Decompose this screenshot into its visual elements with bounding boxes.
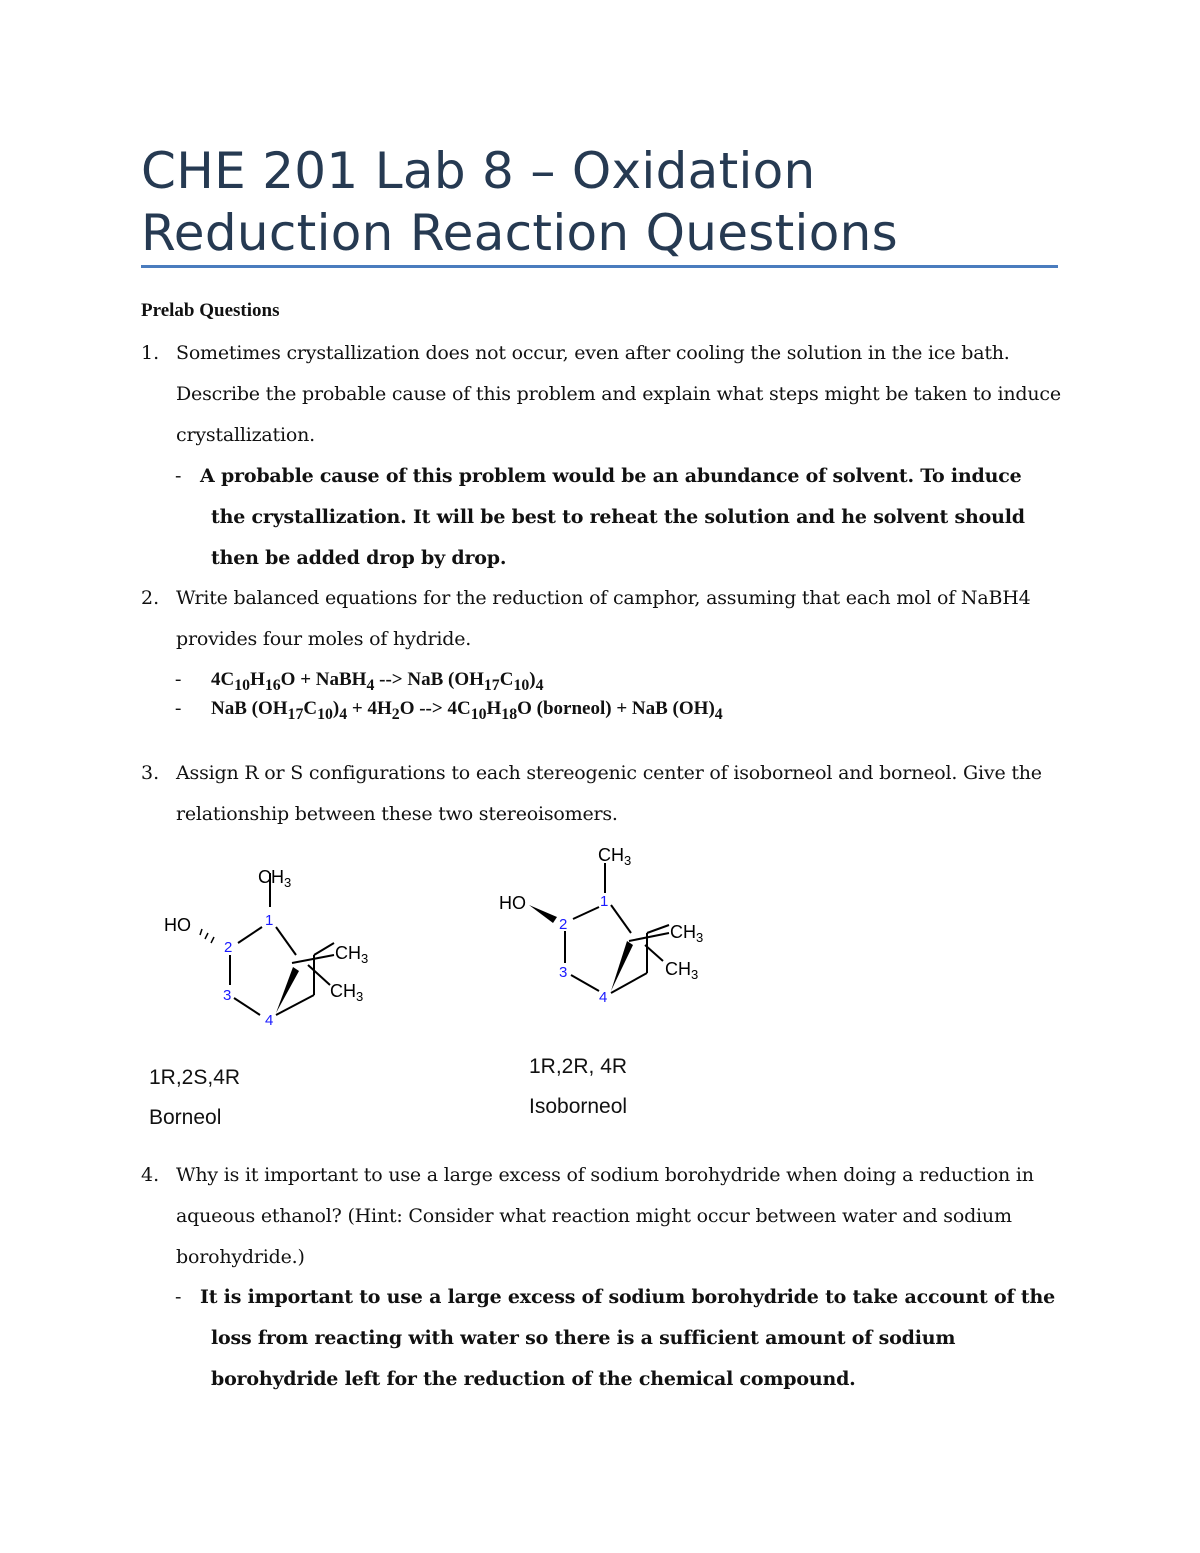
- ch3-label: $CH_3$: [665, 959, 699, 982]
- borneol-structure: [150, 855, 390, 1040]
- question-number: 1.: [141, 342, 160, 364]
- question-text: Write balanced equations for the reduction of camphor, assuming that each mol of NaBH4 provides four moles of hydride.: [176, 587, 1031, 650]
- equation-text: $4C_{10}H_{16}O$ + NaBH$_4$ --> NaB $(OH_{17}C_{10})_4$: [211, 669, 544, 694]
- question-number: 4.: [141, 1164, 160, 1186]
- answer-1: [175, 456, 1055, 579]
- page-title: CHE 201 Lab 8 – Oxidation Reduction Reaction Questions: [141, 142, 898, 262]
- atom-number: 3: [559, 964, 568, 981]
- atom-number: 2: [559, 916, 568, 933]
- list-dash: -: [175, 465, 182, 487]
- ho-label: HO: [164, 915, 191, 935]
- ch3-label: $CH_3$: [330, 981, 364, 1004]
- equation-2: [175, 694, 723, 729]
- answer-4: [175, 1277, 1055, 1400]
- borneol-config: 1R,2S,4R: [149, 1066, 241, 1089]
- ho-label: HO: [499, 893, 526, 913]
- isoborneol-structure: [495, 835, 735, 1020]
- list-dash: -: [175, 698, 182, 719]
- borneol-name: Borneol: [149, 1106, 222, 1129]
- question-1: [141, 333, 1061, 456]
- section-heading: Prelab Questions: [141, 300, 280, 321]
- question-text: Why is it important to use a large excess of sodium borohydride when doing a reduction in aqueous ethanol? (Hint: Consider what reaction might occur between water and sodium borohydride.): [176, 1164, 1034, 1268]
- atom-number: 4: [599, 989, 608, 1006]
- atom-number: 4: [265, 1012, 274, 1029]
- ch3-label: $CH_3$: [598, 845, 632, 868]
- atom-number: 1: [265, 912, 274, 929]
- question-number: 2.: [141, 587, 160, 609]
- isoborneol-name: Isoborneol: [529, 1095, 628, 1118]
- question-3: [141, 753, 1061, 835]
- question-2: [141, 578, 1061, 660]
- question-text: Sometimes crystallization does not occur, even after cooling the solution in the ice bath. Describe the probable cause of this problem and explain what steps might be taken to induce crystallization.: [176, 342, 1061, 446]
- isoborneol-config: 1R,2R, 4R: [529, 1055, 628, 1078]
- atom-number: 1: [600, 893, 609, 910]
- list-dash: -: [175, 1286, 182, 1308]
- question-text: Assign R or S configurations to each stereogenic center of isoborneol and borneol. Give the relationship between these two stereoisomers.: [176, 762, 1042, 825]
- question-4: [141, 1155, 1061, 1278]
- ch3-label: $CH_3$: [258, 867, 292, 890]
- ch3-label: $CH_3$: [670, 922, 704, 945]
- answer-text: A probable cause of this problem would be an abundance of solvent. To induce the crystallization. It will be best to reheat the solution and he solvent should then be added drop by drop.: [200, 465, 1025, 569]
- ch3-label: $CH_3$: [335, 943, 369, 966]
- answer-text: It is important to use a large excess of sodium borohydride to take account of the loss from reacting with water so there is a sufficient amount of sodium borohydride left for the reduction of the chemical compound.: [200, 1286, 1055, 1390]
- question-number: 3.: [141, 762, 160, 784]
- list-dash: -: [175, 669, 182, 690]
- atom-number: 2: [224, 939, 233, 956]
- atom-number: 3: [223, 987, 232, 1004]
- title-underline: [141, 265, 1058, 268]
- equation-text: NaB $(OH_{17}C_{10})_4 + 4H_2O$ --> $4C_{10}H_{18}O$ (borneol) + NaB $(OH)_4$: [211, 698, 723, 723]
